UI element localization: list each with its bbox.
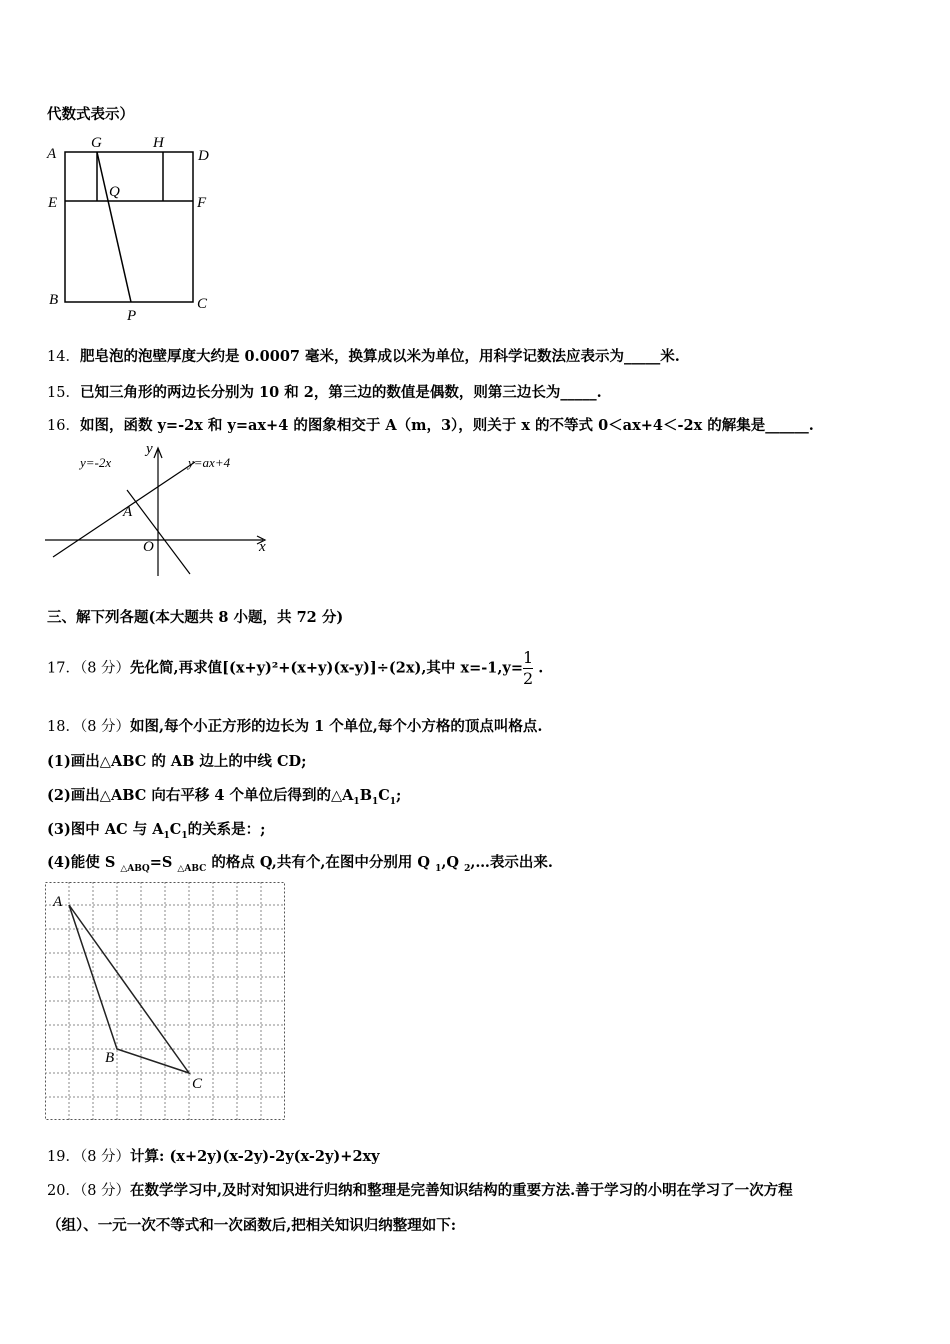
label-d: D (198, 148, 209, 164)
question-18: 18．（8 分）如图,每个小正方形的边长为 1 个单位,每个小方格的顶点叫格点. (47, 718, 543, 735)
label-g: G (91, 135, 102, 151)
label-b: B (49, 292, 59, 308)
label-h: H (153, 135, 164, 151)
fraction: $\frac{1}{2}$ (522, 648, 534, 688)
q18-part2: (2)画出△ABC 向右平移 4 个单位后得到的$\triangle A_1B_1C_1$; (47, 787, 402, 807)
label-a: A (53, 894, 63, 910)
question-15: 15．已知三角形的两边长分别为 10 和 2，第三边的数值是偶数，则第三边长为_____. (47, 384, 602, 401)
label-e: E (48, 195, 58, 211)
question-14: 14．肥皂泡的泡壁厚度大约是 0.0007 毫米，换算成以米为单位，用科学记数法应表示为_____米. (47, 348, 680, 365)
question-20: 20．（8 分）在数学学习中,及时对知识进行归纳和整理是完善知识结构的重要方法.善于学习的小明在学习了一次方程 (47, 1182, 793, 1199)
label-x: x (259, 539, 266, 555)
question-16: 16．如图，函数 y=-2x 和 y=ax+4 的图象相交于 A（m，3），则关于 x 的不等式 0＜ax+4＜-2x 的解集是______. (47, 417, 814, 434)
label-a: A (123, 504, 133, 520)
question-19: 19．（8 分）计算: (x+2y)(x-2y)-2y(x-2y)+2xy (47, 1148, 380, 1165)
label-origin: O (143, 539, 154, 555)
q18-part3: (3)图中 AC 与 $A_1C_1$的关系是：; (47, 821, 266, 841)
label-y: y (146, 441, 153, 457)
rectangle-figure (45, 130, 225, 325)
label-c: C (192, 1076, 203, 1092)
label-line2: y=ax+4 (188, 455, 231, 470)
question-17: 17．（8 分）先化简,再求值[(x+y)²+(x+y)(x-y)]÷(2x),其中 x=-1,y= $\frac{1}{2}$ . (47, 648, 544, 688)
q18-part4: (4)能使 S $_{\triangle ABQ}$=S $_{\triangle ABC}$ 的格点 Q,共有个,在图中分别用 Q $_1$,Q $_2$,…表示出来. (47, 854, 553, 874)
function-graph (45, 440, 275, 580)
section-heading: 三、解下列各题(本大题共 8 小题，共 72 分) (47, 609, 344, 626)
question-20-cont: （组）、一元一次不等式和一次函数后,把相关知识归纳整理如下: (47, 1217, 457, 1234)
label-p: P (127, 308, 137, 324)
q18-part1: (1)画出△ABC 的 AB 边上的中线 CD; (47, 753, 307, 770)
label-line1: y=-2x (80, 455, 112, 470)
label-c: C (197, 296, 208, 312)
label-b: B (105, 1050, 115, 1066)
label-q: Q (109, 184, 120, 200)
continued-text: 代数式表示） (47, 106, 134, 123)
label-f: F (197, 195, 207, 211)
label-a: A (47, 146, 57, 162)
grid-figure (45, 882, 285, 1120)
